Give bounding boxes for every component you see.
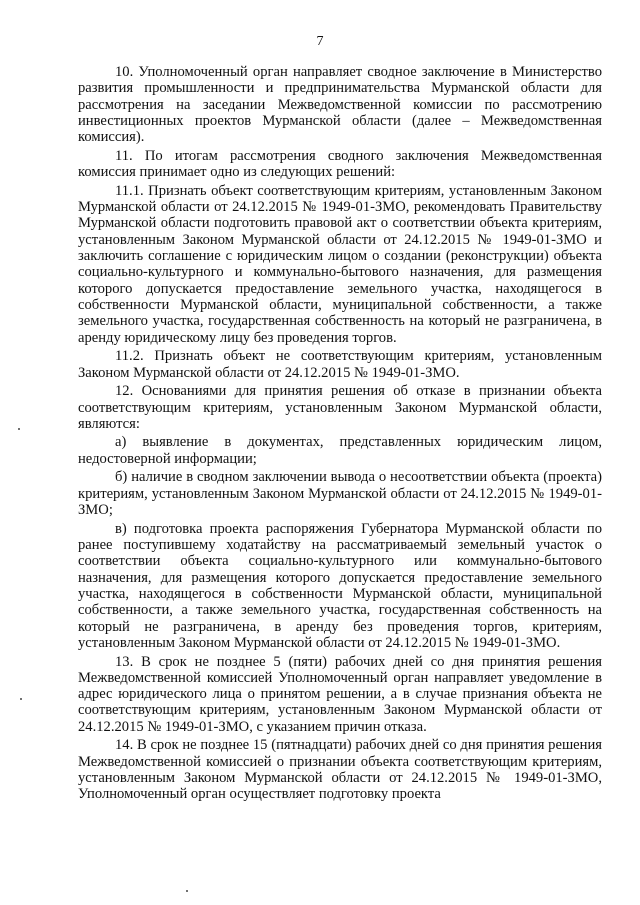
- paragraph-12: 12. Основаниями для принятия решения об отказе в признании объекта соответствующим критериям, установленным Законом Мурманской области, являются:: [78, 383, 602, 432]
- page-number: 7: [316, 34, 324, 49]
- paragraph-12-b: б) наличие в сводном заключении вывода о несоответствии объекта (проекта) критериям, установленным Законом Мурманской области от 24.12.2015 № 1949-01-ЗМО;: [78, 469, 602, 519]
- paragraph-12-v: в) подготовка проекта распоряжения Губернатора Мурманской области по ранее поступившему ходатайству на рассматриваемый земельный участок о соответствии объекта социально-культурного или коммунально-бытового назначения, для размещения которого допускается предоставление земельного участка, находящегося в собственности Мурманской области, муниципальной собственности, а также земельного участка, государственная собственность на который не разграничена, в аренду без проведения торгов, критериям, установленным Законом Мурманской области от 24.12.2015 № 1949-01-ЗМО.: [78, 520, 602, 651]
- paragraph-11-2: 11.2. Признать объект не соответствующим критериям, установленным Законом Мурманской области от 24.12.2015 № 1949-01-ЗМО.: [78, 348, 602, 381]
- paragraph-11: 11. По итогам рассмотрения сводного заключения Межведомственная комиссия принимает одно из следующих решений:: [78, 147, 602, 181]
- paragraph-11-1: 11.1. Признать объект соответствующим критериям, установленным Законом Мурманской области от 24.12.2015 № 1949-01-ЗМО, рекомендовать Правительству Мурманской области подготовить правовой акт о соответствии объекта критериям, установленным Законом Мурманской области от 24.12.2015 № 1949-01-ЗМО и заключить соглашение с юридическим лицом о создании (реконструкции) объекта социально-культурного и коммунально-бытового назначения, для размещения которого допускается предоставление земельного участка, находящегося в собственности Мурманской области, муниципальной собственности, а также земельного участка, государственная собственность на который не разграничена, в аренду юридическому лицу без проведения торгов.: [78, 182, 602, 346]
- scan-speck: [20, 698, 22, 700]
- paragraph-12-a: а) выявление в документах, представленных юридическим лицом, недостоверной информации;: [78, 434, 602, 467]
- paragraph-10: 10. Уполномоченный орган направляет сводное заключение в Министерство развития промышленности и предпринимательства Мурманской области для рассмотрения на заседании Межведомственной комиссии по рассмотрению инвестиционных проектов Мурманской области (далее – Межведомственная комиссия).: [78, 64, 602, 146]
- scan-speck: [18, 428, 20, 430]
- paragraph-13: 13. В срок не позднее 5 (пяти) рабочих дней со дня принятия решения Межведомственной комиссией Уполномоченный орган направляет уведомление в адрес юридического лица о принятом решении, а в случае признания объекта не соответствующим критериям, установленным Законом Мурманской области от 24.12.2015 № 1949-01-ЗМО, с указанием причин отказа.: [78, 653, 602, 735]
- document-body: [78, 64, 602, 805]
- paragraph-14: 14. В срок не позднее 15 (пятнадцати) рабочих дней со дня принятия решения Межведомственной комиссией о признании объекта соответствующим критериям, установленным Законом Мурманской области от 24.12.2015 № 1949-01-ЗМО, Уполномоченный орган осуществляет подготовку проекта: [78, 737, 602, 803]
- scan-speck: [186, 890, 188, 892]
